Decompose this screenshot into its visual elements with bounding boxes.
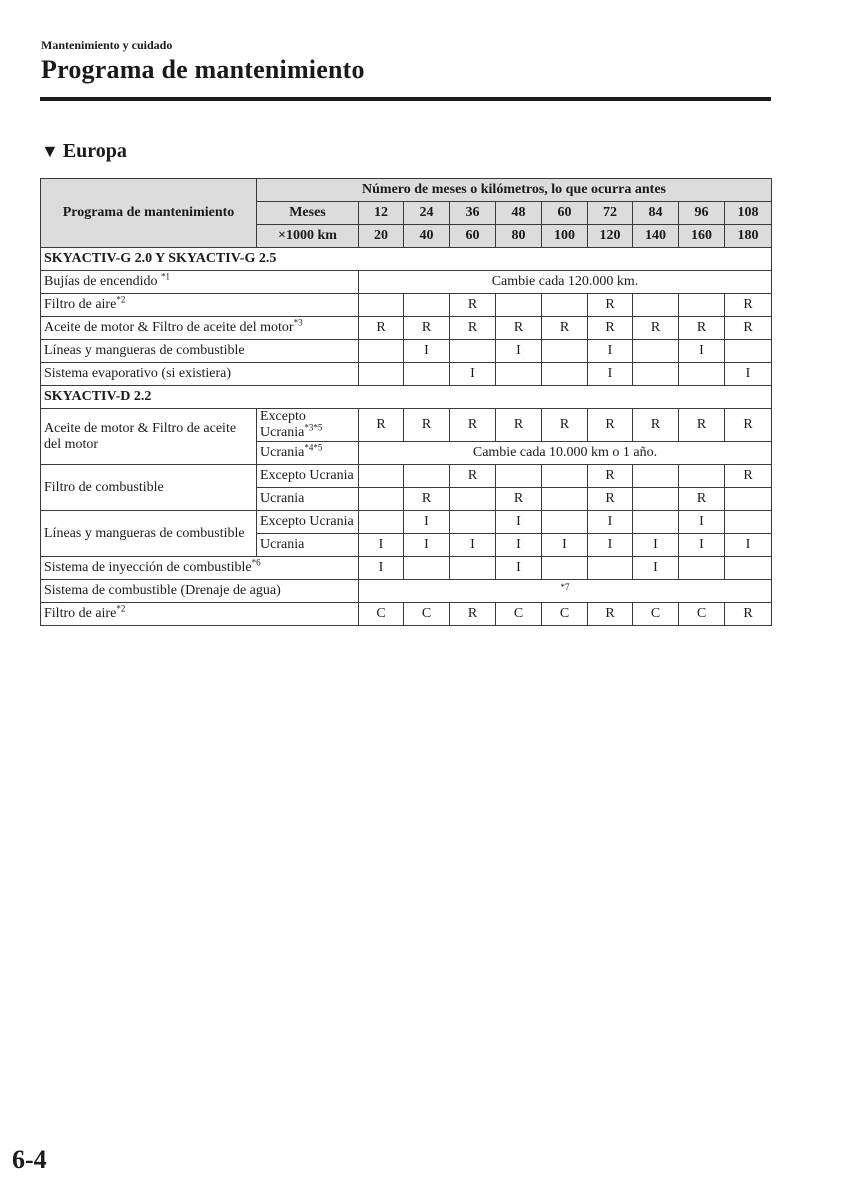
row-label: Líneas y mangueras de combustible <box>41 511 257 557</box>
schedule-cell: R <box>588 603 633 626</box>
schedule-cell <box>359 511 404 534</box>
schedule-cell: I <box>725 363 772 386</box>
col-header-program: Programa de mantenimiento <box>41 179 257 248</box>
row-label-text: Aceite de motor & Filtro de aceite del motor <box>44 320 294 335</box>
schedule-cell <box>542 488 588 511</box>
schedule-cell: C <box>496 603 542 626</box>
schedule-cell: R <box>450 317 496 340</box>
schedule-cell <box>359 340 404 363</box>
schedule-cell: I <box>588 340 633 363</box>
schedule-row <box>41 340 772 363</box>
schedule-cell <box>359 465 404 488</box>
schedule-cell: I <box>496 557 542 580</box>
sub-label <box>257 511 359 534</box>
km-value: 60 <box>450 225 496 248</box>
schedule-cell <box>725 557 772 580</box>
group-row <box>41 248 772 271</box>
schedule-cell: R <box>725 317 772 340</box>
schedule-cell: R <box>404 409 450 442</box>
schedule-cell <box>588 557 633 580</box>
schedule-cell <box>450 557 496 580</box>
row-label <box>41 363 359 386</box>
schedule-cell <box>679 363 725 386</box>
month-value: 84 <box>633 202 679 225</box>
schedule-cell: C <box>633 603 679 626</box>
schedule-cell: I <box>359 534 404 557</box>
schedule-cell: R <box>359 317 404 340</box>
footnote-ref: *3 <box>293 317 303 328</box>
footnote-ref: *2 <box>116 294 126 305</box>
schedule-cell: I <box>679 534 725 557</box>
schedule-row <box>41 409 772 442</box>
footnote-ref: *1 <box>161 271 171 282</box>
schedule-cell <box>725 340 772 363</box>
schedule-cell: I <box>679 340 725 363</box>
row-label <box>41 271 359 294</box>
interval-header: Número de meses o kilómetros, lo que ocurra antes <box>257 179 772 202</box>
schedule-cell: I <box>679 511 725 534</box>
schedule-cell <box>359 363 404 386</box>
schedule-row <box>41 603 772 626</box>
schedule-cell <box>679 294 725 317</box>
schedule-row <box>41 363 772 386</box>
km-value: 120 <box>588 225 633 248</box>
schedule-row <box>41 294 772 317</box>
group-row <box>41 386 772 409</box>
schedule-row <box>41 557 772 580</box>
months-label: Meses <box>257 202 359 225</box>
schedule-cell <box>725 511 772 534</box>
row-label-text: Filtro de aire <box>44 297 117 312</box>
km-value: 180 <box>725 225 772 248</box>
sub-label <box>257 534 359 557</box>
month-value: 24 <box>404 202 450 225</box>
schedule-cell <box>633 294 679 317</box>
schedule-cell: I <box>359 557 404 580</box>
footnote-ref: *3*5 <box>304 422 323 433</box>
footnote-ref: *2 <box>116 603 126 614</box>
schedule-cell: R <box>404 488 450 511</box>
schedule-cell <box>542 363 588 386</box>
schedule-cell: R <box>725 465 772 488</box>
schedule-cell: R <box>496 317 542 340</box>
page-number: 6-4 <box>12 1145 47 1174</box>
schedule-cell: R <box>679 488 725 511</box>
schedule-cell <box>542 340 588 363</box>
schedule-cell: R <box>496 488 542 511</box>
schedule-row <box>41 465 772 488</box>
km-value: 160 <box>679 225 725 248</box>
schedule-cell <box>679 465 725 488</box>
schedule-cell: R <box>450 603 496 626</box>
km-value: 80 <box>496 225 542 248</box>
sub-label-text: Excepto Ucrania <box>260 514 354 529</box>
schedule-row <box>41 271 772 294</box>
schedule-cell: I <box>633 534 679 557</box>
sub-label-text: Excepto Ucrania <box>260 409 306 440</box>
schedule-cell <box>542 511 588 534</box>
schedule-cell <box>633 363 679 386</box>
schedule-cell <box>359 294 404 317</box>
sub-label-text: Ucrania <box>260 491 305 506</box>
schedule-cell <box>404 294 450 317</box>
schedule-cell: I <box>496 340 542 363</box>
schedule-cell: C <box>359 603 404 626</box>
header-row <box>41 179 772 202</box>
row-label <box>41 317 359 340</box>
schedule-cell: R <box>588 465 633 488</box>
schedule-cell <box>450 340 496 363</box>
row-label-text: Bujías de encendido <box>44 274 162 289</box>
row-label-text: Filtro de aire <box>44 606 117 621</box>
schedule-cell <box>542 465 588 488</box>
schedule-cell: I <box>588 511 633 534</box>
row-label <box>41 294 359 317</box>
schedule-cell: R <box>679 409 725 442</box>
schedule-cell: I <box>404 340 450 363</box>
schedule-cell: R <box>542 317 588 340</box>
schedule-cell: C <box>679 603 725 626</box>
schedule-cell <box>450 511 496 534</box>
sub-label <box>257 442 359 465</box>
schedule-cell: R <box>725 294 772 317</box>
row-label: Filtro de combustible <box>41 465 257 511</box>
page-title: Programa de mantenimiento <box>41 55 365 84</box>
month-value: 48 <box>496 202 542 225</box>
schedule-cell: R <box>542 409 588 442</box>
row-label: Aceite de motor & Filtro de aceite del motor <box>41 409 257 465</box>
month-value: 96 <box>679 202 725 225</box>
group-heading-d: SKYACTIV-D 2.2 <box>41 386 772 409</box>
row-label <box>41 340 359 363</box>
schedule-cell: I <box>450 534 496 557</box>
schedule-cell: I <box>496 534 542 557</box>
schedule-row <box>41 580 772 603</box>
footnote-ref: *4*5 <box>304 442 323 453</box>
schedule-cell <box>633 340 679 363</box>
schedule-cell: I <box>404 511 450 534</box>
row-label-text: Líneas y mangueras de combustible <box>44 343 245 358</box>
schedule-cell: I <box>588 534 633 557</box>
schedule-cell <box>679 557 725 580</box>
schedule-cell <box>542 294 588 317</box>
sub-label-text: Excepto Ucrania <box>260 468 354 483</box>
schedule-cell <box>359 488 404 511</box>
km-value: 40 <box>404 225 450 248</box>
sub-label-text: Ucrania <box>260 537 305 552</box>
schedule-cell: C <box>404 603 450 626</box>
schedule-cell: R <box>633 409 679 442</box>
schedule-cell: I <box>404 534 450 557</box>
schedule-row <box>41 317 772 340</box>
schedule-cell: I <box>725 534 772 557</box>
schedule-cell: R <box>359 409 404 442</box>
sub-label <box>257 488 359 511</box>
maintenance-schedule-table <box>40 178 772 626</box>
km-label: ×1000 km <box>257 225 359 248</box>
row-label-text: Sistema de inyección de combustible <box>44 560 252 575</box>
span-note: Cambie cada 10.000 km o 1 año. <box>359 442 772 465</box>
region-label: Europa <box>62 140 127 162</box>
schedule-cell: R <box>588 317 633 340</box>
span-note: Cambie cada 120.000 km. <box>359 271 772 294</box>
schedule-cell: R <box>496 409 542 442</box>
schedule-cell: R <box>633 317 679 340</box>
row-label <box>41 603 359 626</box>
schedule-cell: I <box>588 363 633 386</box>
schedule-cell <box>542 557 588 580</box>
month-value: 36 <box>450 202 496 225</box>
row-label-text: Sistema de combustible (Drenaje de agua) <box>44 583 281 598</box>
schedule-cell <box>404 465 450 488</box>
schedule-cell <box>404 363 450 386</box>
month-value: 72 <box>588 202 633 225</box>
schedule-cell: R <box>679 317 725 340</box>
schedule-cell: R <box>450 409 496 442</box>
schedule-cell: R <box>450 465 496 488</box>
group-heading-g: SKYACTIV-G 2.0 Y SKYACTIV-G 2.5 <box>41 248 772 271</box>
schedule-cell: I <box>542 534 588 557</box>
schedule-cell: R <box>725 603 772 626</box>
row-label-text: Sistema evaporativo (si existiera) <box>44 366 231 381</box>
schedule-cell: I <box>496 511 542 534</box>
schedule-cell: R <box>450 294 496 317</box>
month-value: 108 <box>725 202 772 225</box>
schedule-cell <box>496 294 542 317</box>
schedule-cell <box>633 465 679 488</box>
km-value: 100 <box>542 225 588 248</box>
section-header: Mantenimiento y cuidado <box>41 38 173 52</box>
sub-label <box>257 465 359 488</box>
schedule-cell: I <box>450 363 496 386</box>
schedule-cell <box>633 511 679 534</box>
schedule-cell: R <box>404 317 450 340</box>
schedule-cell <box>496 363 542 386</box>
km-value: 20 <box>359 225 404 248</box>
schedule-cell <box>496 465 542 488</box>
sub-label-text: Ucrania <box>260 445 305 460</box>
schedule-cell <box>725 488 772 511</box>
schedule-cell <box>633 488 679 511</box>
row-label <box>41 557 359 580</box>
schedule-row <box>41 511 772 534</box>
span-note <box>359 580 772 603</box>
schedule-cell: R <box>588 409 633 442</box>
schedule-cell <box>404 557 450 580</box>
schedule-cell: R <box>588 488 633 511</box>
km-value: 140 <box>633 225 679 248</box>
schedule-cell: R <box>725 409 772 442</box>
schedule-cell: I <box>633 557 679 580</box>
month-value: 60 <box>542 202 588 225</box>
row-label <box>41 580 359 603</box>
schedule-cell: R <box>588 294 633 317</box>
title-divider <box>40 97 771 101</box>
month-value: 12 <box>359 202 404 225</box>
footnote-ref: *7 <box>560 582 570 592</box>
sub-label <box>257 409 359 442</box>
footnote-ref: *6 <box>251 557 261 568</box>
schedule-cell: C <box>542 603 588 626</box>
schedule-cell <box>450 488 496 511</box>
triangle-down-icon: ▼ <box>41 141 59 161</box>
region-heading <box>41 140 127 163</box>
